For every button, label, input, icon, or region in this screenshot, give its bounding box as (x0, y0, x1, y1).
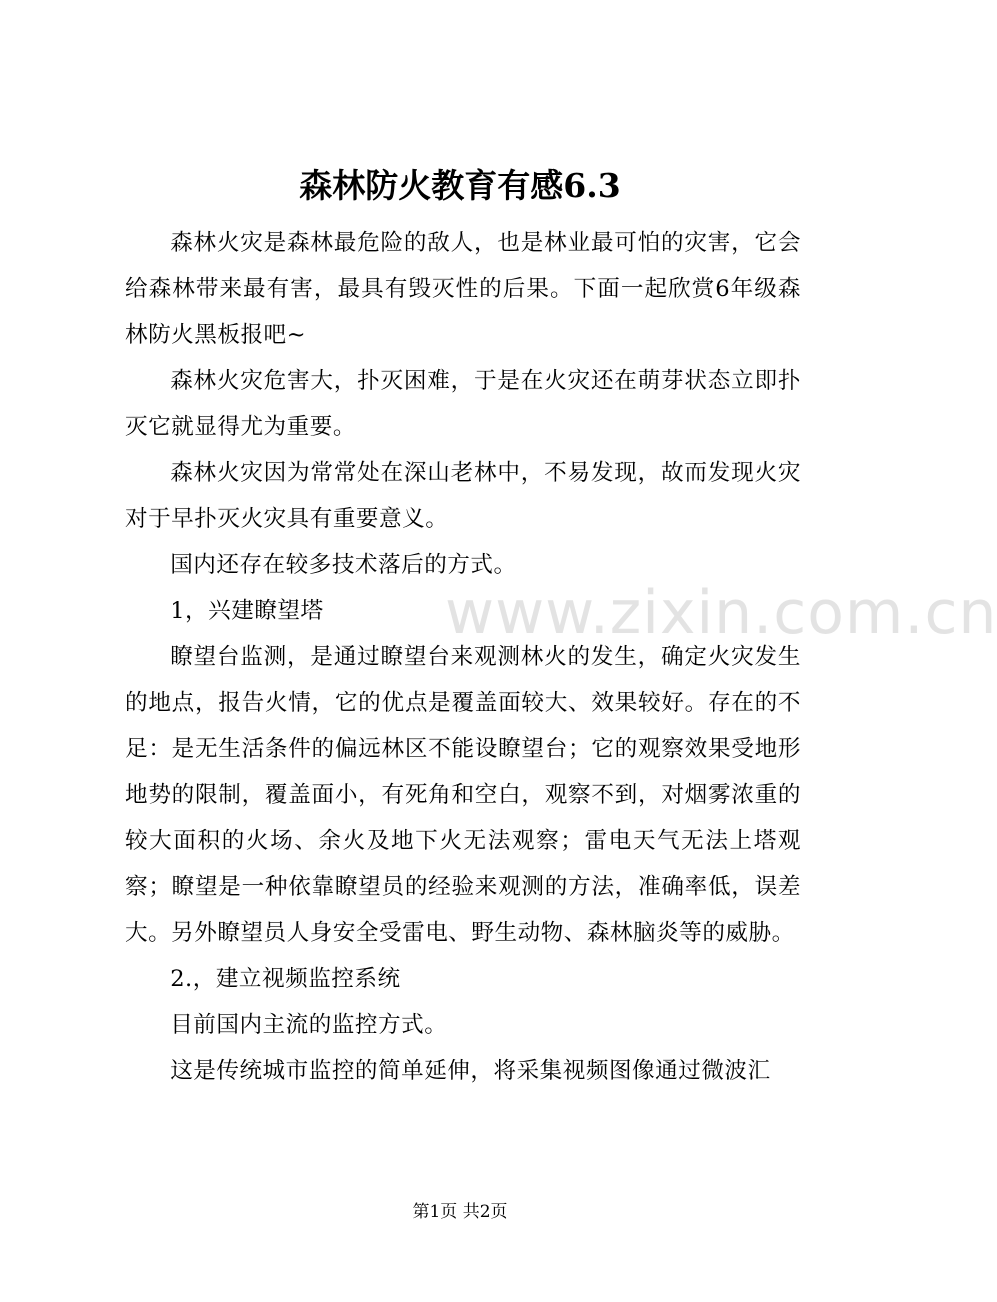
paragraph-extension: 这是传统城市监控的简单延伸，将采集视频图像通过微波汇 (170, 1058, 771, 1084)
document-body (125, 220, 801, 1094)
document-title: 森林防火教育有感6.3 (299, 166, 621, 205)
section-heading-video: 2.，建立视频监控系统 (170, 966, 401, 992)
page-number-footer: 第1页 共2页 (412, 1202, 508, 1222)
paragraph-hazard: 森林火灾危害大，扑灭困难，于是在火灾还在萌芽状态立即扑灭它就显得尤为重要。 (125, 368, 801, 440)
paragraph-watchtower: 瞭望台监测，是通过瞭望台来观测林火的发生，确定火灾发生的地点，报告火情，它的优点是覆盖面较大、效果较好。存在的不足：是无生活条件的偏远林区不能设瞭望台；它的观察效果受地形地势的限制，覆盖面小，有死角和空白，观察不到，对烟雾浓重的较大面积的火场、余火及地下火无法观察；雷电天气无法上塔观察；瞭望是一种依靠瞭望员的经验来观测的方法，准确率低，误差大。另外瞭望员人身安全受雷电、野生动物、森林脑炎等的威胁。 (125, 644, 801, 946)
watermark: www.zixin.com.cn (445, 578, 997, 648)
paragraph-mainstream: 目前国内主流的监控方式。 (170, 1012, 448, 1038)
paragraph-intro: 森林火灾是森林最危险的敌人，也是林业最可怕的灾害，它会给森林带来最有害，最具有毁灭性的后果。下面一起欣赏6年级森林防火黑板报吧~ (125, 230, 801, 348)
section-heading-watchtower: 1，兴建瞭望塔 (170, 598, 324, 624)
paragraph-domestic: 国内还存在较多技术落后的方式。 (170, 552, 517, 578)
paragraph-detection: 森林火灾因为常常处在深山老林中，不易发现，故而发现火灾对于早扑灭火灾具有重要意义。 (125, 460, 801, 532)
